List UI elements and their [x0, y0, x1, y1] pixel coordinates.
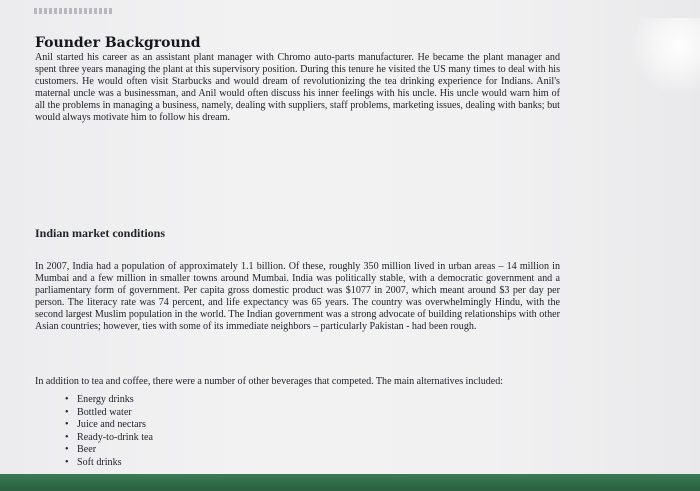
list-item-label: Bottled water — [77, 406, 132, 418]
bullet-icon: • — [65, 444, 69, 456]
beverages-intro: In addition to tea and coffee, there were a number of other beverages that competed. The main alternatives included: — [35, 376, 504, 387]
list-item — [65, 419, 560, 432]
list-item — [65, 457, 560, 470]
list-item-label: Soft drinks — [77, 457, 122, 469]
founder-background-title: Founder Background — [35, 35, 201, 51]
founder-background-section — [35, 35, 560, 125]
market-conditions-paragraph: In 2007, India had a population of approximately 1.1 billion. Of these, roughly 350 million lived in urban areas – 14 million in Mumbai and a few million in smaller towns around Mumbai. India was politically stable, with a democratic government and a parliamentary form of government. Per capita gross domestic product was $1077 in 2007, which meant around $3 per day per person. The literacy rate was 74 percent, and life expectancy was 65 years. The country was overwhelmingly Hindu, with the second largest Muslim population in the world. The Indian government was a strong advocate of building relationships with other Asian countries; however, ties with some of its immediate neighbors – particularly Pakistan - had been rough. — [35, 261, 560, 333]
market-conditions-section — [35, 261, 560, 334]
page-header-artifact — [34, 8, 112, 14]
founder-background-paragraph: Anil started his career as an assistant plant manager with Chromo auto-parts manufacturer. He became the plant manager and spent three years managing the plant at this supervisory position. During this tenure he visited the US many times to deal with his customers. He would often visit Starbucks and would dream of revolutionizing the tea drinking experience for Indians. Anil's maternal uncle was a businessman, and Anil would often discuss his inner feelings with his uncle. His uncle would warn him of all the problems in managing a business, namely, dealing with suppliers, staff problems, marketing issues, dealing with banks; but would always motivate him to follow his dream. — [35, 52, 560, 124]
bullet-icon: • — [65, 406, 69, 418]
beverages-list — [65, 394, 560, 470]
bottom-bar — [0, 474, 700, 491]
bullet-icon: • — [65, 457, 69, 469]
screen-glare — [630, 18, 700, 96]
list-item — [65, 432, 560, 445]
bullet-icon: • — [65, 431, 69, 443]
bullet-icon: • — [65, 394, 69, 406]
market-conditions-title: Indian market conditions — [35, 226, 166, 240]
list-item-label: Beer — [77, 444, 97, 456]
market-conditions-heading-block — [35, 226, 560, 240]
list-item-label: Ready-to-drink tea — [77, 431, 153, 443]
list-item — [65, 444, 560, 457]
beverages-section — [35, 376, 560, 470]
bullet-icon: • — [65, 419, 69, 431]
list-item-label: Energy drinks — [77, 394, 134, 406]
list-item — [65, 407, 560, 420]
list-item-label: Juice and nectars — [77, 419, 146, 431]
list-item — [65, 394, 560, 407]
